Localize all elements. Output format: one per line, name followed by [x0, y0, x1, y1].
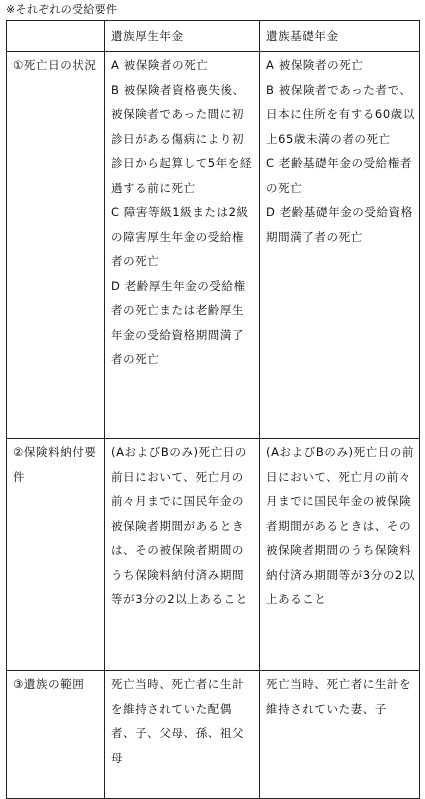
- header-empty: [7, 21, 105, 52]
- kiso-item: 死亡当時、死亡者に生計を維持されていた妻、子: [266, 677, 412, 716]
- table-row: [7, 671, 420, 799]
- header-kosei: 遺族厚生年金: [105, 21, 260, 52]
- kosei-item: (AおよびBのみ)死亡日の前日において、死亡月の前々月までに国民年金の被保険者期間があるときは、その被保険者期間のうち保険料納付済み期間等が3分の2以上あること: [111, 445, 248, 606]
- kiso-item: B 被保険者であった者で、日本に住所を有する60歳以上65歳未満の者の死亡: [266, 82, 415, 146]
- header-row: [7, 21, 420, 52]
- kosei-item: C 障害等級1級または2級の障害厚生年金の受給権者の死亡: [111, 205, 249, 268]
- kosei-cell: [105, 439, 260, 671]
- kosei-cell: [105, 671, 260, 799]
- kosei-cell: [105, 52, 260, 439]
- kiso-item: (AおよびBのみ)死亡日の前日において、死亡月の前々月までに国民年金の被保険者期間があるときは、その被保険者期間のうち保険料納付済み期間等が3分の2以上あること: [266, 445, 415, 606]
- table-row: [7, 52, 420, 439]
- caption: ※それぞれの受給要件: [6, 3, 118, 16]
- row-label: ①死亡日の状況: [7, 52, 105, 439]
- kiso-item: D 老齢基礎年金の受給資格期間満了者の死亡: [266, 205, 413, 244]
- kosei-item: B 被保険者資格喪失後、被保険者であった間に初診日がある傷病により初診日から起算して5年を経過する前に死亡: [111, 82, 253, 195]
- kiso-cell: [260, 439, 420, 671]
- kiso-item: A 被保険者の死亡: [266, 58, 364, 72]
- table-row: [7, 439, 420, 671]
- kiso-cell: [260, 52, 420, 439]
- row-label: ③遺族の範囲: [7, 671, 105, 799]
- kiso-cell: [260, 671, 420, 799]
- kosei-item: A 被保険者の死亡: [111, 58, 209, 72]
- header-kiso: 遺族基礎年金: [260, 21, 420, 52]
- kosei-item: 死亡当時、死亡者に生計を維持されていた配偶者、子、父母、孫、祖父母: [111, 677, 245, 765]
- kiso-item: C 老齢基礎年金の受給権者の死亡: [266, 156, 412, 195]
- requirements-table: [6, 20, 420, 799]
- row-label: ②保険料納付要件: [7, 439, 105, 671]
- kosei-item: D 老齢厚生年金の受給権者の死亡または老齢厚生年金の受給資格期間満了者の死亡: [111, 278, 246, 366]
